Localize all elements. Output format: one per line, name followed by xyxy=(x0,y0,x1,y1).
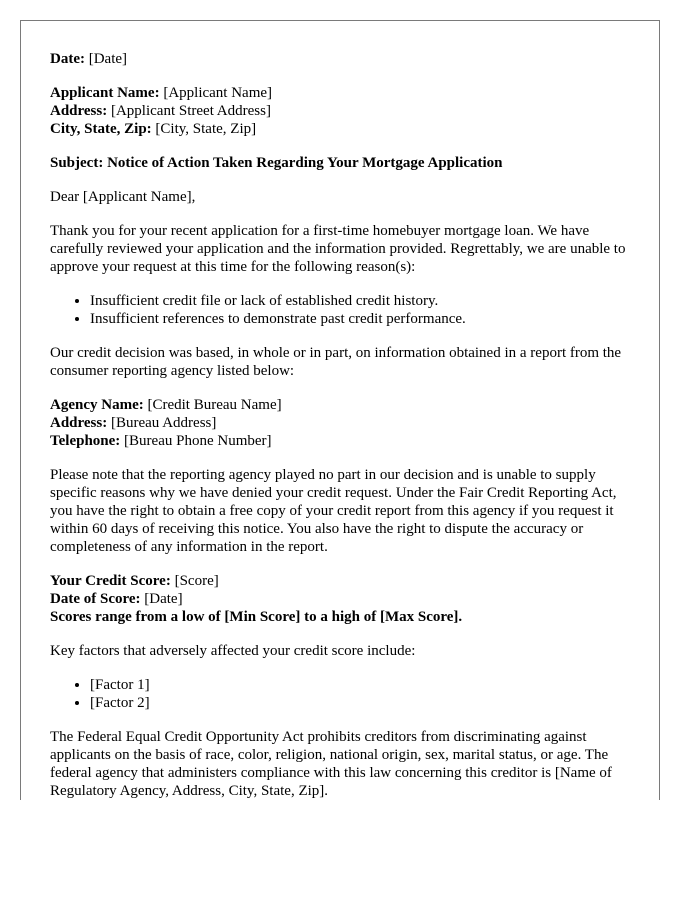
score-date-label: Date of Score: xyxy=(50,591,141,607)
agency-address-label: Address: xyxy=(50,415,108,431)
subject-line xyxy=(50,154,631,172)
factors-list xyxy=(50,676,631,712)
list-item: • [Factor 2] xyxy=(90,694,631,712)
agency-name-line xyxy=(50,396,631,414)
list-item: • Insufficient credit file or lack of established credit history. xyxy=(90,292,631,310)
score-label: Your Credit Score: xyxy=(50,573,171,589)
applicant-city-label: City, State, Zip: xyxy=(50,121,152,137)
applicant-city-line xyxy=(50,120,631,138)
applicant-address-line xyxy=(50,102,631,120)
date-value: [Date] xyxy=(84,51,128,67)
score-line xyxy=(50,572,631,590)
score-block xyxy=(50,572,631,626)
salutation: Dear [Applicant Name], xyxy=(50,189,196,205)
applicant-name-value: [Applicant Name] xyxy=(159,85,273,101)
decision-basis-paragraph: Our credit decision was based, in whole or in part, on information obtained in a report from the consumer reporting agency listed below: xyxy=(50,345,622,379)
score-range: Scores range from a low of [Min Score] to a high of [Max Score]. xyxy=(50,609,463,625)
rights-paragraph: Please note that the reporting agency played no part in our decision and is unable to supply specific reasons why we have denied your credit request. Under the Fair Credit Reporting Act, you have the right to obtain a free copy of your credit report from this agency if you request it within 60 days of receiving this notice. You also have the right to dispute the accuracy or completeness of any information in the report. xyxy=(50,467,617,555)
letter-document xyxy=(20,20,660,800)
agency-address-value: [Bureau Address] xyxy=(107,415,217,431)
date-line xyxy=(50,50,631,68)
reasons-list xyxy=(50,292,631,328)
agency-phone-line xyxy=(50,432,631,450)
applicant-name-label: Applicant Name: xyxy=(50,85,160,101)
score-date-line xyxy=(50,590,631,608)
list-item: • [Factor 1] xyxy=(90,676,631,694)
applicant-city-value: [City, State, Zip] xyxy=(151,121,257,137)
factors-intro: Key factors that adversely affected your credit score include: xyxy=(50,643,416,659)
ecoa-paragraph: The Federal Equal Credit Opportunity Act prohibits creditors from discriminating against applicants on the basis of race, color, religion, national origin, sex, marital status, or age. The federal agency that administers compliance with this law concerning this creditor is [Name of Regulatory Agency, Address, City, State, Zip]. xyxy=(50,729,612,799)
applicant-name-line xyxy=(50,84,631,102)
agency-block xyxy=(50,396,631,450)
agency-address-line xyxy=(50,414,631,432)
list-item: • Insufficient references to demonstrate past credit performance. xyxy=(90,310,631,328)
agency-phone-label: Telephone: xyxy=(50,433,121,449)
intro-paragraph: Thank you for your recent application for a first-time homebuyer mortgage loan. We have carefully reviewed your application and the information provided. Regrettably, we are unable to approve your request at this time for the following reason(s): xyxy=(50,223,626,275)
date-label: Date: xyxy=(50,51,85,67)
score-value: [Score] xyxy=(170,573,219,589)
applicant-address-label: Address: xyxy=(50,103,108,119)
score-date-value: [Date] xyxy=(140,591,183,607)
applicant-address-value: [Applicant Street Address] xyxy=(107,103,271,119)
agency-name-label: Agency Name: xyxy=(50,397,144,413)
agency-name-value: [Credit Bureau Name] xyxy=(143,397,282,413)
agency-phone-value: [Bureau Phone Number] xyxy=(120,433,272,449)
applicant-block xyxy=(50,84,631,138)
subject-text: Subject: Notice of Action Taken Regarding Your Mortgage Application xyxy=(50,155,503,171)
